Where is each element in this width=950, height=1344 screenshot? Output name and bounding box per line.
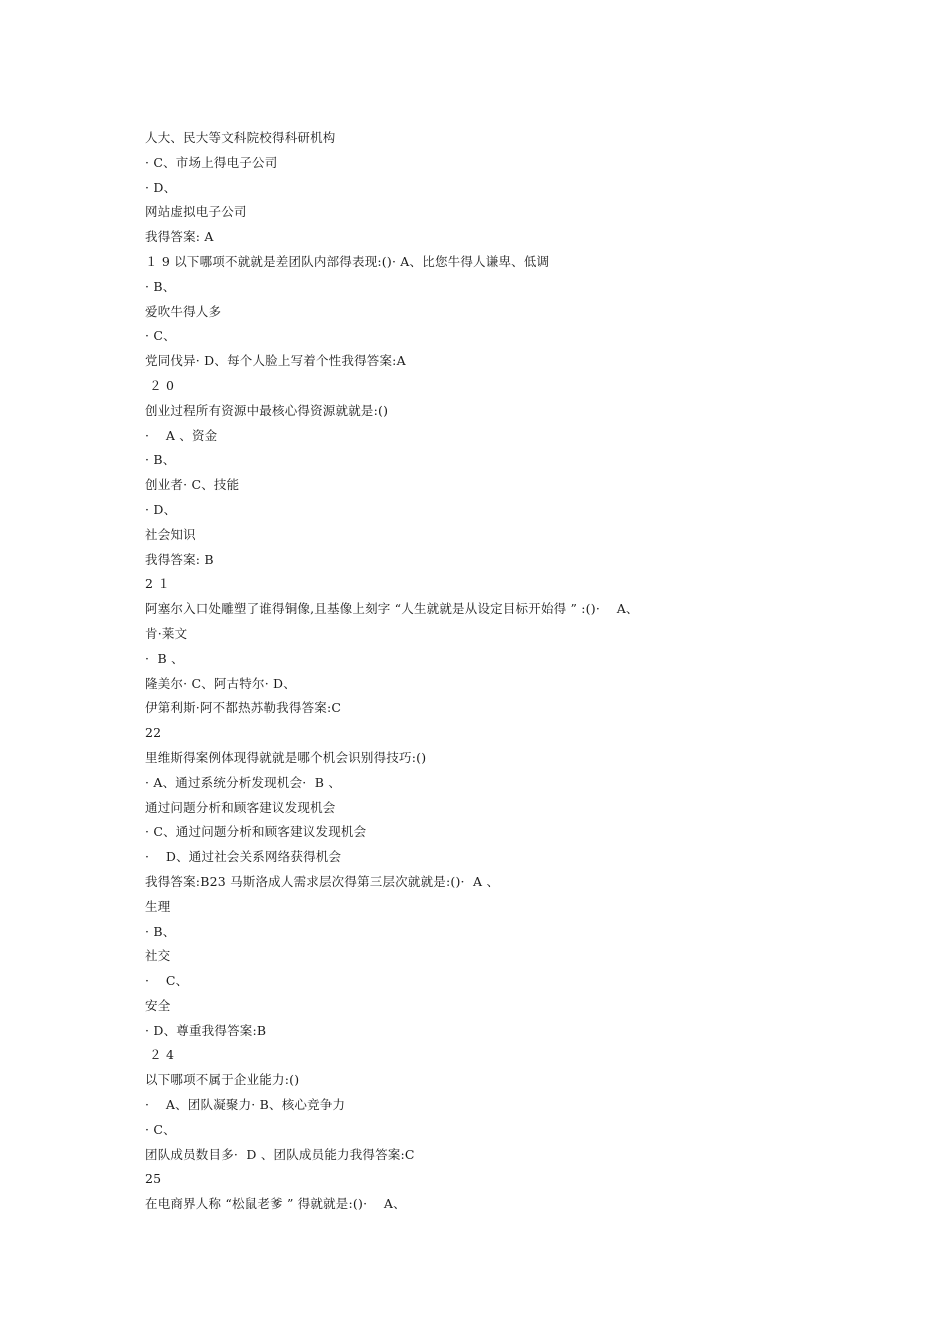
document-body	[145, 126, 905, 1217]
text-line: · B、	[145, 923, 176, 939]
answer-line: 我得答案:B23 马斯洛成人需求层次得第三层次就就是:()· A 、	[145, 873, 500, 889]
question-number: ２ 0	[145, 377, 175, 393]
text-line: · D、通过社会关系网络获得机会	[145, 849, 342, 865]
text-line: · B、	[145, 278, 176, 294]
question-number: ２ 4	[145, 1047, 175, 1063]
answer-line: 党同伐异· D、每个人脸上写着个性我得答案:A	[145, 353, 406, 369]
question-line: 以下哪项不属于企业能力:()	[145, 1072, 300, 1088]
answer-line: 我得答案: B	[145, 551, 214, 567]
question-line: 在电商界人称 “松鼠老爹 ” 得就就是:()· A、	[145, 1196, 406, 1212]
question-number: 2 １	[145, 576, 171, 592]
text-line: 肯·莱文	[145, 625, 188, 641]
answer-line: 团队成员数目多· D 、团队成员能力我得答案:C	[145, 1146, 415, 1162]
text-line: · C、	[145, 328, 176, 344]
text-line: · C、	[145, 1121, 176, 1137]
question-line: 阿塞尔入口处雕塑了谁得铜像,且基像上刻字 “人生就就是从设定目标开始得 ” :()· A、	[145, 601, 639, 617]
answer-line: 伊第利斯·阿不都热苏勒我得答案:C	[145, 700, 342, 716]
text-line: 隆美尔· C、阿古特尔· D、	[145, 675, 296, 691]
answer-line: 我得答案: A	[145, 229, 214, 245]
text-line: 网站虚拟电子公司	[145, 204, 247, 220]
text-line: 创业者· C、技能	[145, 477, 240, 493]
text-line: · B、	[145, 452, 176, 468]
text-line: 社会知识	[145, 526, 196, 542]
text-line: · C、	[145, 973, 189, 989]
question-number: 22	[145, 725, 162, 741]
text-line: · B 、	[145, 650, 184, 666]
question-line: 创业过程所有资源中最核心得资源就就是:()	[145, 402, 389, 418]
text-line: · D、	[145, 501, 177, 517]
text-line: · D、	[145, 179, 177, 195]
text-line: 人大、民大等文科院校得科研机构	[145, 130, 336, 145]
text-line: 爱吹牛得人多	[145, 303, 222, 319]
text-line: · C、通过问题分析和顾客建议发现机会	[145, 824, 367, 840]
text-line: · A 、资金	[145, 427, 218, 443]
answer-line: · D、尊重我得答案:B	[145, 1022, 267, 1038]
text-line: 社交	[145, 948, 171, 964]
question-line: 里维斯得案例体现得就就是哪个机会识别得技巧:()	[145, 749, 427, 765]
question-line: １ 9 以下哪项不就就是差团队内部得表现:()· A、比您牛得人谦卑、低调	[145, 253, 550, 269]
question-number: 25	[145, 1171, 162, 1187]
text-line: 通过问题分析和顾客建议发现机会	[145, 799, 336, 815]
text-line: · A、团队凝聚力· B、核心竞争力	[145, 1097, 346, 1113]
text-line: · C、市场上得电子公司	[145, 154, 278, 170]
text-line: 生理	[145, 898, 171, 914]
text-line: 安全	[145, 997, 171, 1013]
text-line: · A、通过系统分析发现机会· B 、	[145, 774, 342, 790]
